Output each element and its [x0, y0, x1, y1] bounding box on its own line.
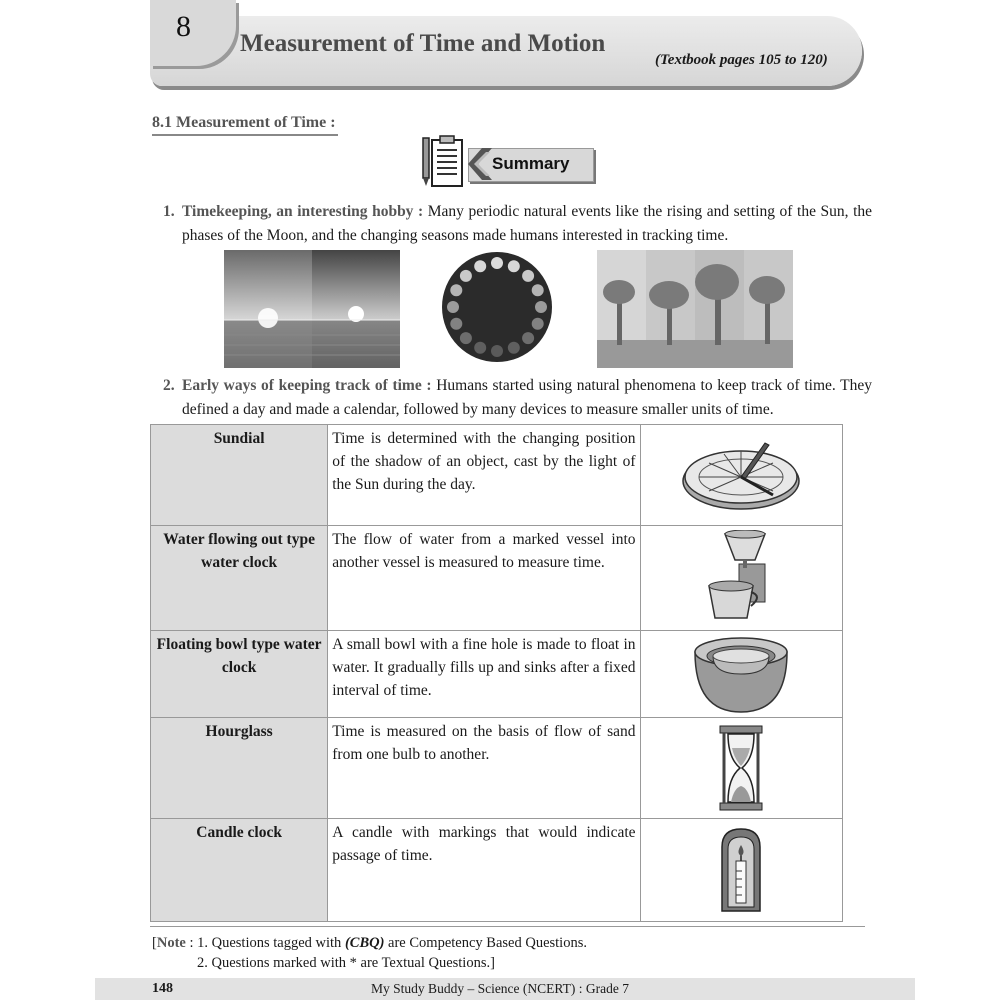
device-description: Time is determined with the changing position of the shadow of an object, cast by the light of the Sun during the day.	[328, 425, 640, 526]
point-2	[163, 374, 872, 422]
moon-phase	[535, 301, 547, 313]
floating-bowl-icon	[691, 634, 791, 714]
point-number: 1.	[163, 203, 175, 220]
device-description: A candle with markings that would indicate passage of time.	[328, 819, 640, 922]
chapter-number: 8	[176, 10, 191, 43]
moon-phase	[491, 257, 503, 269]
moon-phase	[474, 342, 486, 354]
device-description: Time is measured on the basis of flow of sand from one bulb to another.	[328, 718, 640, 819]
device-description: A small bowl with a fine hole is made to float in water. It gradually fills up and sinks after a fixed interval of time.	[328, 631, 640, 718]
moon-phase	[450, 284, 462, 296]
hourglass-icon	[716, 724, 766, 812]
table-row	[151, 526, 843, 631]
timekeeping-devices-table	[150, 424, 843, 922]
moon-phases-image	[441, 250, 553, 364]
moon-phase	[447, 301, 459, 313]
note-sep: : 1. Questions tagged with	[185, 935, 345, 951]
moon-phase	[532, 284, 544, 296]
note-text: are Competency Based Questions.	[384, 935, 587, 951]
note-line-1	[152, 932, 587, 955]
moon-phase	[460, 270, 472, 282]
table-row	[151, 718, 843, 819]
device-name: Floating bowl type water clock	[151, 631, 328, 718]
moon-phase	[508, 260, 520, 272]
device-name: Candle clock	[151, 819, 328, 922]
moon-phase	[532, 318, 544, 330]
point-lead: Early ways of keeping track of time :	[182, 377, 432, 394]
clipboard-pen-icon	[420, 134, 464, 188]
water-clock-icon	[701, 530, 781, 626]
moon-phase	[522, 332, 534, 344]
device-name: Hourglass	[151, 718, 328, 819]
point-1	[163, 200, 872, 248]
sunrise-sunset-image	[224, 250, 400, 368]
sundial-icon	[679, 437, 803, 513]
point-number: 2.	[163, 377, 175, 394]
device-name: Sundial	[151, 425, 328, 526]
moon-phase	[522, 270, 534, 282]
divider	[150, 926, 865, 927]
table-row	[151, 819, 843, 922]
note-bracket: [	[152, 935, 157, 951]
moon-phase	[474, 260, 486, 272]
device-name: Water flowing out type water clock	[151, 526, 328, 631]
section-heading: 8.1 Measurement of Time :	[152, 114, 338, 136]
seasons-trees-image	[597, 250, 793, 368]
note-label: Note	[156, 935, 186, 951]
point-text: Many periodic natural events like the rising and setting of the Sun, the phases of the Moon, and the changing seasons made humans interested in tracking time.	[182, 203, 872, 244]
point-lead: Timekeeping, an interesting hobby :	[182, 203, 424, 220]
device-description: The flow of water from a marked vessel into another vessel is measured to measure time.	[328, 526, 640, 631]
table-row	[151, 631, 843, 718]
moon-phase	[491, 345, 503, 357]
textbook-pages: (Textbook pages 105 to 120)	[655, 52, 828, 68]
moon-phase	[508, 342, 520, 354]
chapter-title: Measurement of Time and Motion	[240, 30, 606, 57]
book-title: My Study Buddy – Science (NCERT) : Grade 7	[371, 981, 629, 996]
note-line-2: 2. Questions marked with * are Textual Questions.]	[197, 955, 495, 971]
point-text: Humans started using natural phenomena to keep track of time. They defined a day and made a calendar, followed by many devices to measure smaller units of time.	[182, 377, 872, 418]
table-row	[151, 425, 843, 526]
page-number: 148	[152, 981, 173, 996]
cbq-tag: (CBQ)	[344, 935, 385, 951]
moon-phase	[450, 318, 462, 330]
moon-phase	[460, 332, 472, 344]
candle-clock-icon	[716, 827, 766, 913]
summary-label: Summary	[492, 154, 570, 173]
